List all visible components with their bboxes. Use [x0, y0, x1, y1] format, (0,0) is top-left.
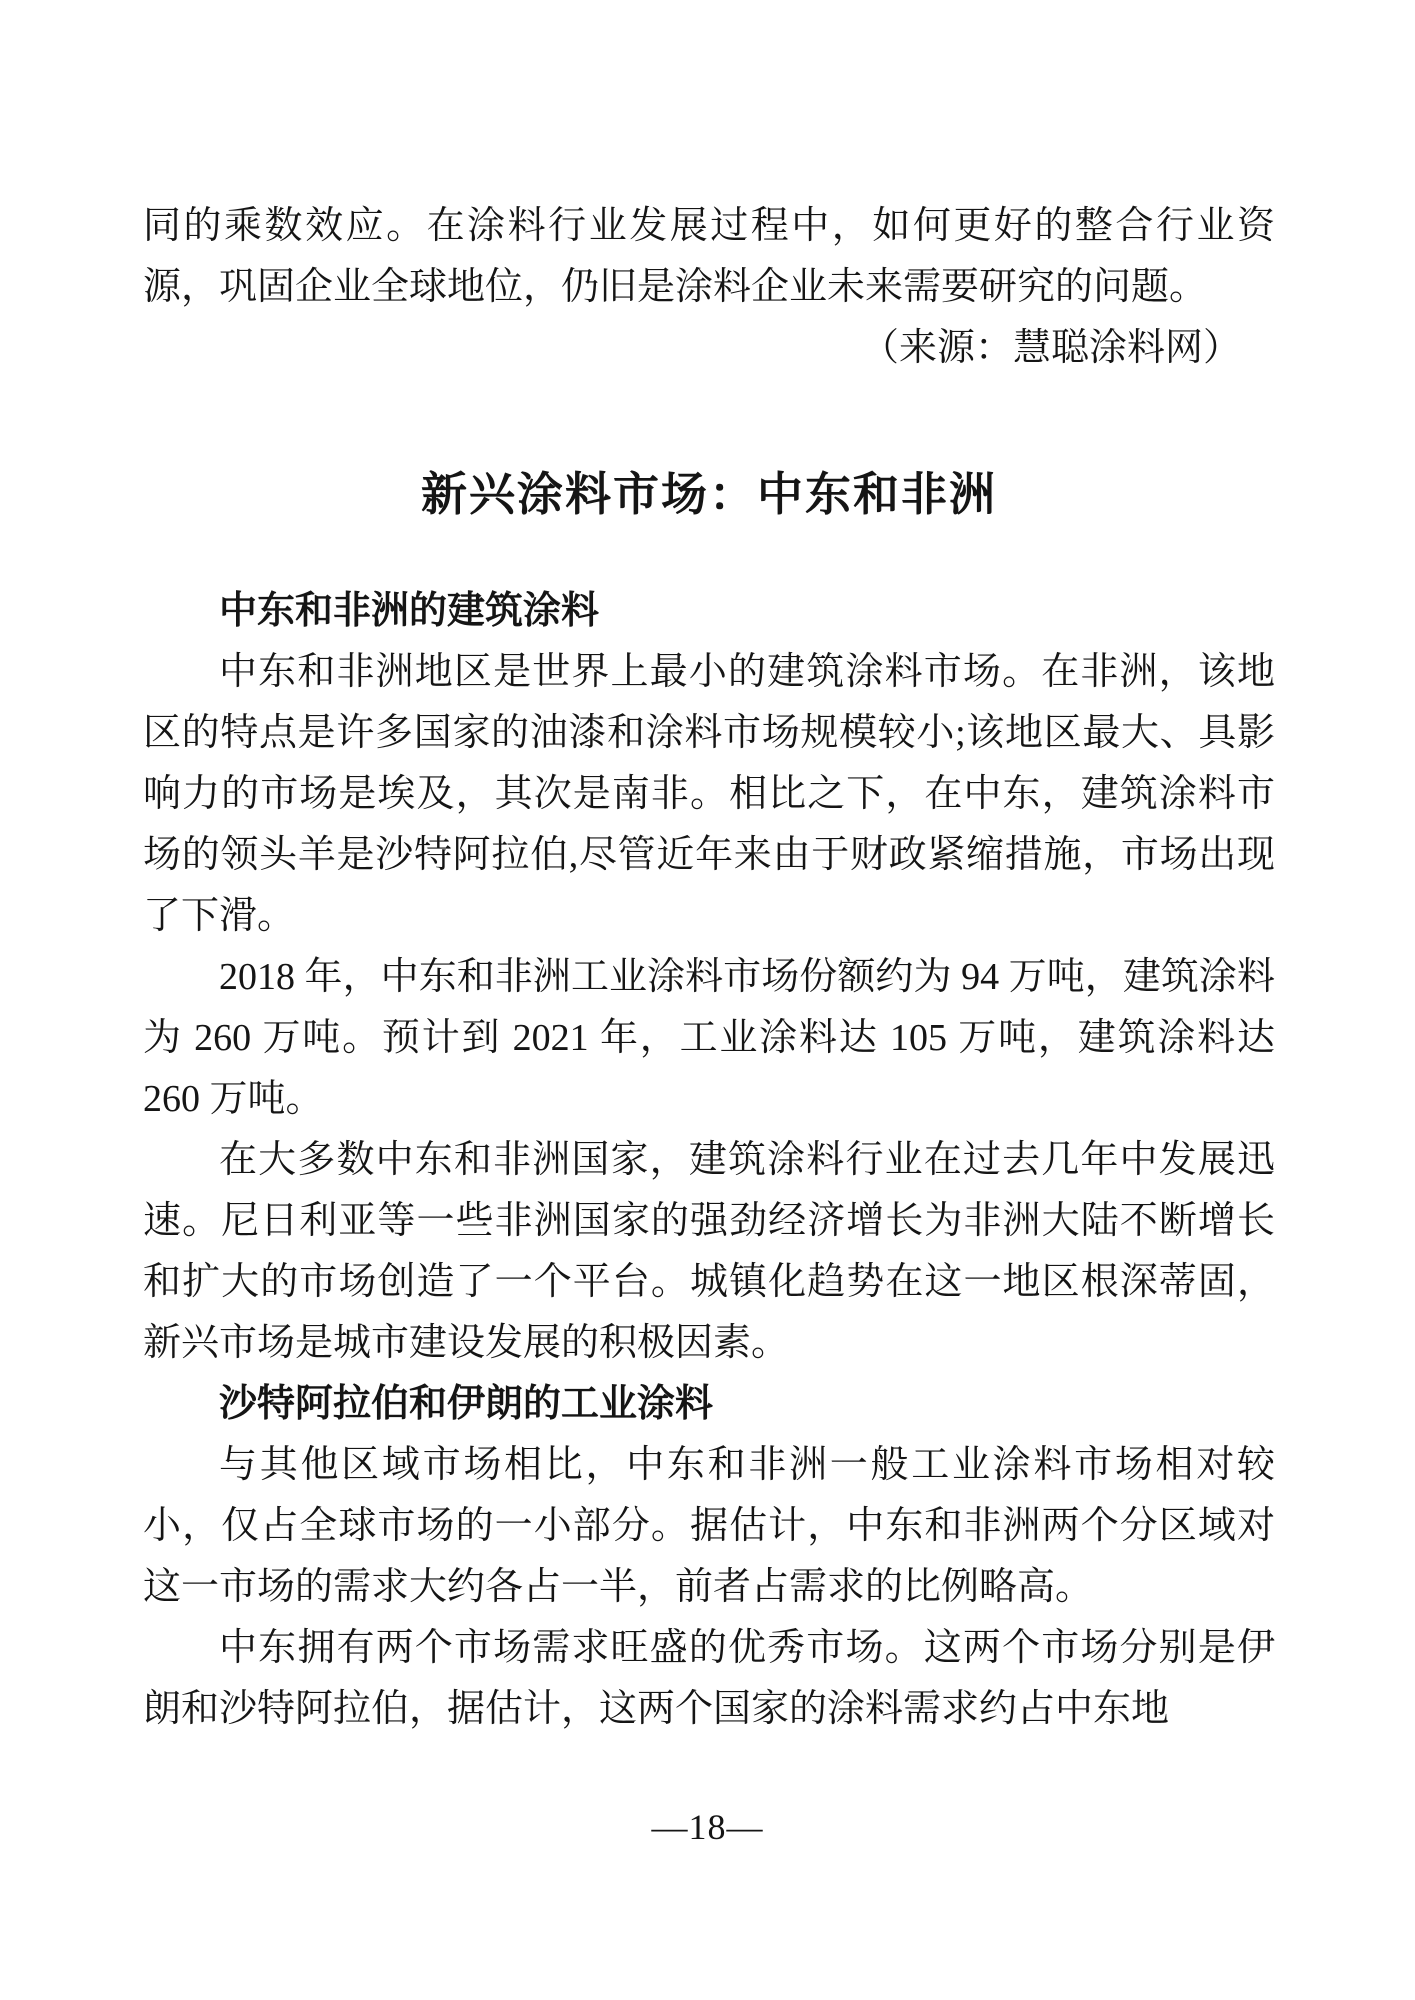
body-paragraph: 中东拥有两个市场需求旺盛的优秀市场。这两个市场分别是伊朗和沙特阿拉伯，据估计，这两个国家的涂料需求约占中东地: [143, 1627, 1275, 1730]
body-paragraph: 与其他区域市场相比，中东和非洲一般工业涂料市场相对较小，仅占全球市场的一小部分。据估计，中东和非洲两个分区域对这一市场的需求大约各占一半，前者占需求的比例略高。: [143, 1444, 1275, 1608]
intro-continuation-paragraph: 同的乘数效应。在涂料行业发展过程中，如何更好的整合行业资源，巩固企业全球地位，仍旧是涂料企业未来需要研究的问题。: [143, 205, 1275, 308]
source-credit-line: （来源：慧聪涂料网）: [860, 327, 1241, 369]
page-content: [143, 196, 1275, 1740]
section-heading-industrial-coatings: 沙特阿拉伯和伊朗的工业涂料: [219, 1383, 714, 1425]
section-heading-architectural-coatings: 中东和非洲的建筑涂料: [219, 590, 600, 632]
body-paragraph: 在大多数中东和非洲国家，建筑涂料行业在过去几年中发展迅速。尼日利亚等一些非洲国家的强劲经济增长为非洲大陆不断增长和扩大的市场创造了一个平台。城镇化趋势在这一地区根深蒂固，新兴市场是城市建设发展的积极因素。: [143, 1139, 1275, 1364]
article-title: 新兴涂料市场：中东和非洲: [421, 469, 997, 520]
body-paragraph: 中东和非洲地区是世界上最小的建筑涂料市场。在非洲，该地区的特点是许多国家的油漆和涂料市场规模较小;该地区最大、具影响力的市场是埃及，其次是南非。相比之下，在中东，建筑涂料市场的领头羊是沙特阿拉伯,尽管近年来由于财政紧缩措施，市场出现了下滑。: [143, 651, 1275, 937]
page-number: —18—: [651, 1807, 764, 1847]
body-paragraph: 2018 年，中东和非洲工业涂料市场份额约为 94 万吨，建筑涂料为 260 万吨。预计到 2021 年，工业涂料达 105 万吨，建筑涂料达 260 万吨。: [143, 956, 1275, 1120]
